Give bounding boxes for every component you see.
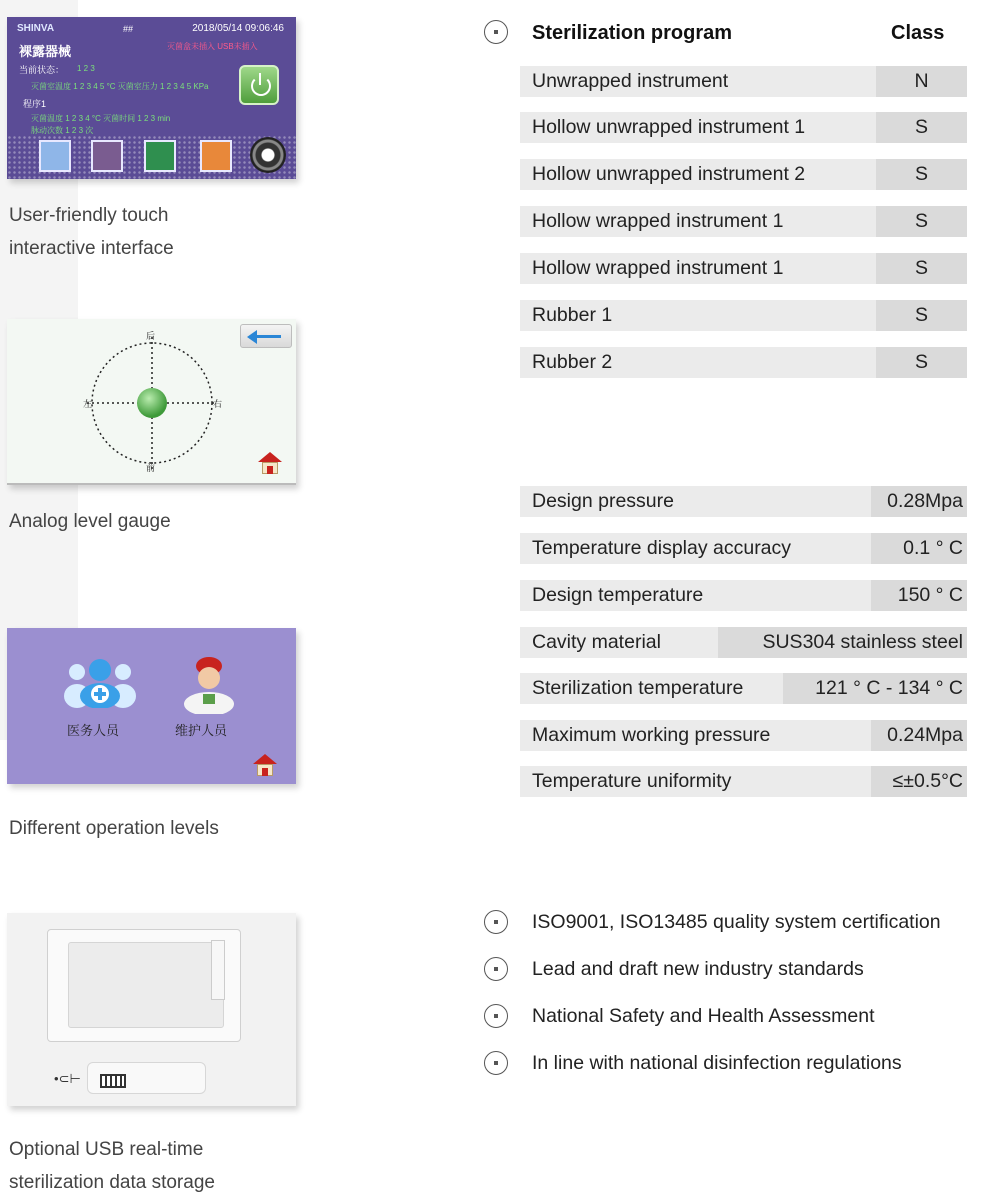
gauge-mark-bottom: 前	[146, 463, 156, 473]
program-row: Hollow wrapped instrument 1 S	[520, 206, 967, 237]
spec-row-sterilization-temperature: Sterilization temperature 121 ° C - 134 ° C	[520, 673, 967, 704]
screen-warning: 灭菌盒未插入 USB未插入	[167, 42, 258, 51]
status-label: 当前状态：	[19, 65, 65, 75]
brand-logo: SHINVA	[17, 23, 55, 34]
printer-body	[47, 929, 241, 1042]
caption-gauge: Analog level gauge	[9, 511, 171, 532]
maintenance-staff-icon	[181, 656, 237, 714]
program-row: Unwrapped instrument N	[520, 66, 967, 97]
program-row: Hollow wrapped instrument 1 S	[520, 253, 967, 284]
home-icon	[253, 754, 277, 776]
program-row: Hollow unwrapped instrument 2 S	[520, 159, 967, 190]
operation-levels-image	[7, 628, 296, 784]
program-row: Rubber 2 S	[520, 347, 967, 378]
level-bubble	[137, 388, 167, 418]
touch-screen-image	[7, 17, 296, 179]
screen-datetime: 2018/05/14 09:06:46	[192, 23, 284, 34]
bullet-icon	[484, 957, 508, 981]
program-label: 程序1	[23, 99, 47, 109]
bullet-icon	[484, 1004, 508, 1028]
feature-item: In line with national disinfection regulations	[532, 1052, 902, 1074]
feature-item: Lead and draft new industry standards	[532, 958, 864, 980]
spec-row-max-working-pressure: Maximum working pressure 0.24Mpa	[520, 720, 967, 751]
instrument-tile-icon	[91, 140, 123, 172]
spec-row-display-accuracy: Temperature display accuracy 0.1 ° C	[520, 533, 967, 564]
gauge-mark-top: 后	[146, 331, 156, 341]
paper-slot	[211, 940, 225, 1000]
program-row: Hollow unwrapped instrument 1 S	[520, 112, 967, 143]
medical-staff-label: 医务人员	[67, 723, 120, 738]
home-icon	[258, 452, 282, 474]
caption-levels: Different operation levels	[9, 818, 219, 839]
spec-row-design-pressure: Design pressure 0.28Mpa	[520, 486, 967, 517]
feature-item: ISO9001, ISO13485 quality system certification	[532, 911, 941, 933]
feature-item: National Safety and Health Assessment	[532, 1005, 875, 1027]
usb-port	[87, 1062, 206, 1094]
chamber-readout: 灭菌室温度 1 2 3 4 5 °C 灭菌室压力 1 2 3 4 5 KPa	[31, 82, 209, 91]
glove-tile-icon	[144, 140, 176, 172]
gauge-mark-left: 左	[83, 399, 93, 409]
class-header: Class	[891, 22, 945, 44]
program-header: Sterilization program	[532, 22, 733, 44]
pulse-readout: 脉动次数 1 2 3 次	[31, 126, 94, 135]
tool-tile-icon	[39, 140, 71, 172]
bullet-icon	[484, 1051, 508, 1075]
status-value: 1 2 3	[77, 64, 95, 73]
program-readout: 灭菌温度 1 2 3 4 °C 灭菌时间 1 2 3 min	[31, 114, 171, 123]
usb-printer-image	[7, 913, 296, 1106]
power-icon	[239, 65, 279, 105]
maintenance-staff-label: 维护人员	[175, 723, 228, 738]
gear-icon	[250, 137, 286, 173]
caption-usb: Optional USB real-time sterilization data storage	[9, 1139, 215, 1193]
caption-touch: User-friendly touch interactive interface	[9, 205, 174, 259]
screen-title: 裸露器械	[19, 44, 72, 59]
medical-staff-icon	[63, 658, 137, 708]
bullet-icon	[484, 910, 508, 934]
screen-hash: ##	[123, 24, 134, 34]
rubber-tile-icon	[200, 140, 232, 172]
printer-lid	[68, 942, 224, 1028]
spec-row-design-temperature: Design temperature 150 ° C	[520, 580, 967, 611]
spec-row-temperature-uniformity: Temperature uniformity ≤±0.5°C	[520, 766, 967, 797]
level-gauge-image	[7, 319, 296, 485]
spec-row-cavity-material: Cavity material SUS304 stainless steel	[520, 627, 967, 658]
gauge-mark-right: 右	[213, 399, 223, 409]
program-row: Rubber 1 S	[520, 300, 967, 331]
back-arrow-icon	[240, 324, 292, 348]
bullet-icon	[484, 20, 508, 44]
usb-icon: •⊂⊢	[54, 1071, 81, 1086]
